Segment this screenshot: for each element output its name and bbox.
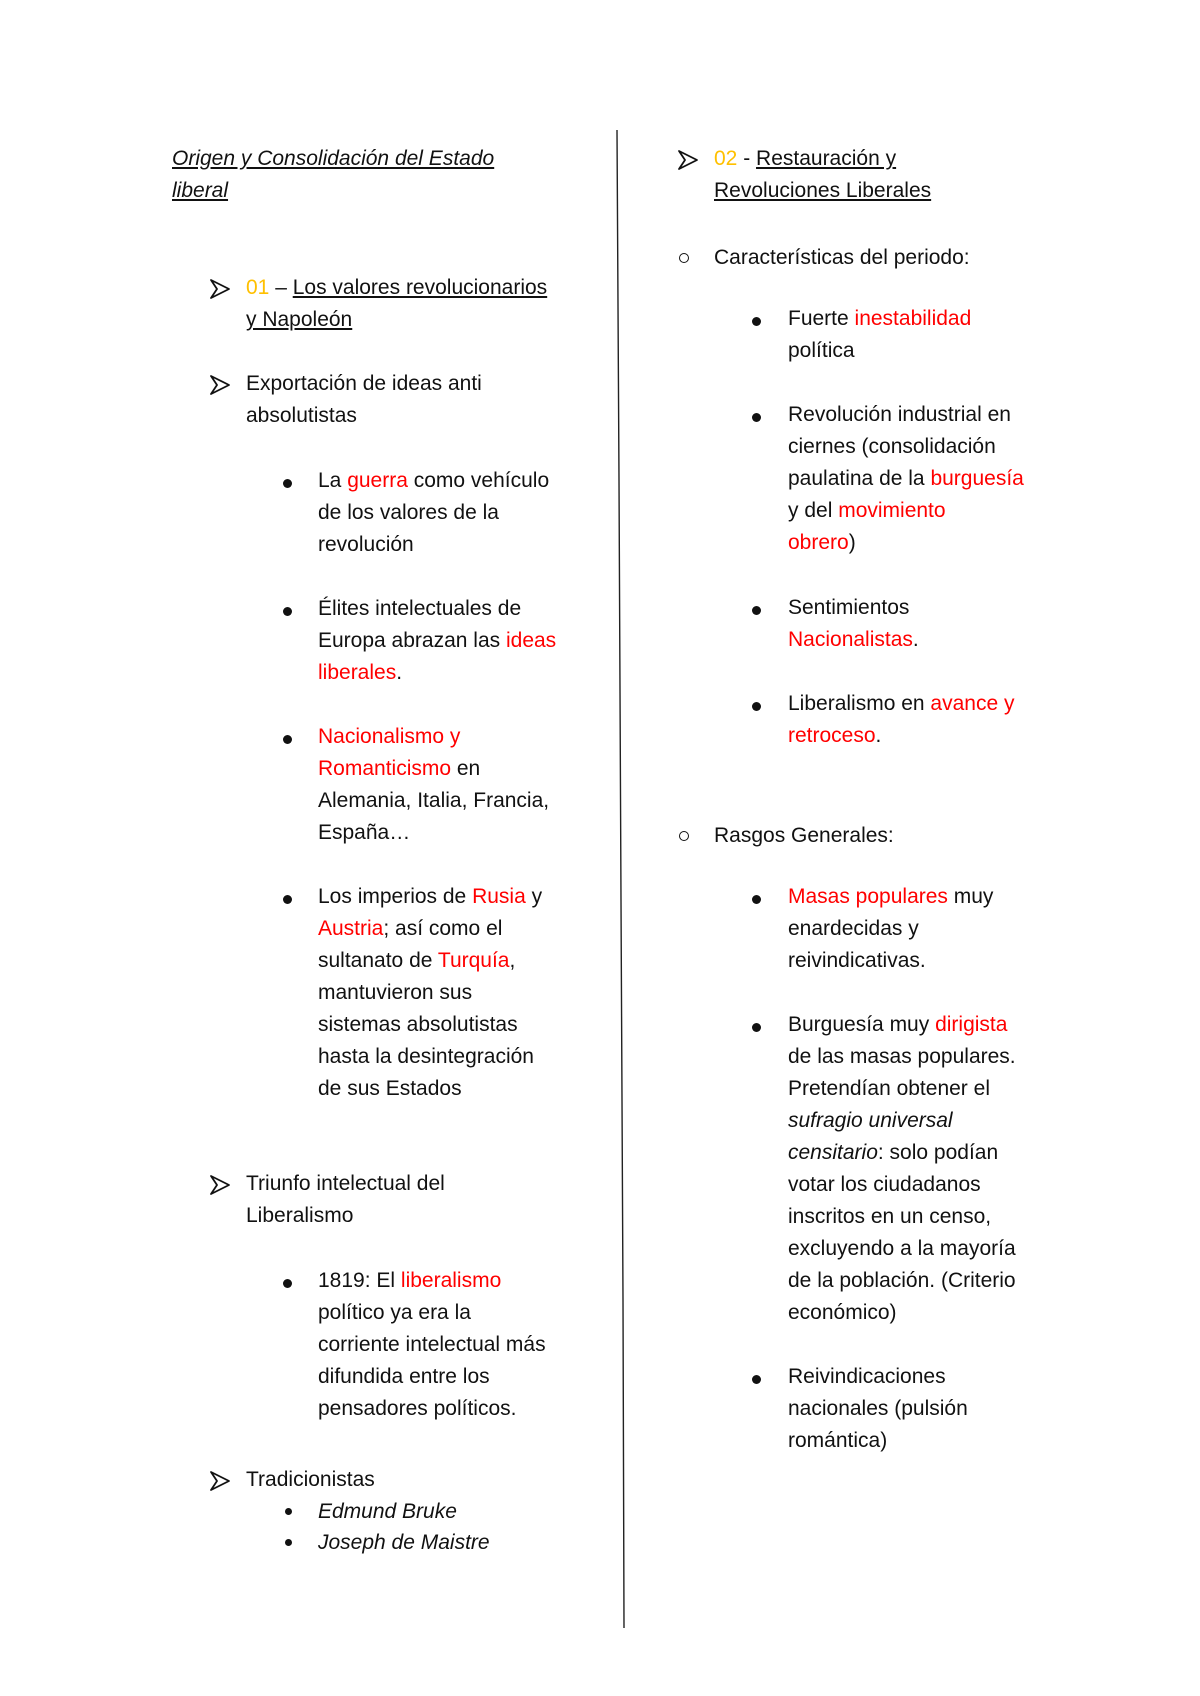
- highlight-term: burguesía: [930, 467, 1024, 490]
- text-run: paulatina de la: [788, 467, 931, 490]
- highlight-term: retroceso: [788, 724, 876, 747]
- text-line: votar los ciudadanos: [788, 1173, 981, 1196]
- arrowhead-bullet-icon: [676, 149, 700, 171]
- highlight-term: Nacionalistas: [788, 628, 913, 651]
- italic-term: censitario: [788, 1141, 878, 1164]
- text-run: ,: [509, 949, 516, 972]
- round-bullet-icon: [752, 1023, 761, 1032]
- round-bullet-icon: [752, 895, 761, 904]
- highlight-term: Turquía: [437, 949, 510, 972]
- highlight-term: liberales: [318, 661, 397, 684]
- text-line: reivindicativas.: [788, 949, 926, 972]
- text-line: revolución: [318, 533, 414, 556]
- text-run: 1819: El: [318, 1269, 401, 1292]
- section-title-part: Revoluciones Liberales: [714, 179, 932, 202]
- text-run: .: [396, 661, 403, 684]
- list-item: [788, 1361, 968, 1457]
- highlight-term: avance y: [930, 692, 1015, 715]
- text-run: y del: [788, 499, 839, 522]
- highlight-term: liberalismo: [400, 1269, 502, 1292]
- list-item: [318, 593, 556, 689]
- text-run: .: [875, 724, 882, 747]
- section-number: 02: [714, 147, 738, 170]
- list-item: [246, 368, 482, 432]
- text-line: de la población. (Criterio: [788, 1269, 1016, 1292]
- arrowhead-bullet-icon: [208, 374, 232, 396]
- round-bullet-icon: [283, 735, 292, 744]
- highlight-term: movimiento: [838, 499, 946, 522]
- text-line: inscritos en un censo,: [788, 1205, 992, 1228]
- round-bullet-icon: [283, 607, 292, 616]
- list-item: [788, 881, 993, 977]
- section-01-heading: [246, 272, 547, 336]
- text-run: en: [451, 757, 481, 780]
- text-run: ): [848, 531, 856, 554]
- text-run: ; así como el: [383, 917, 503, 940]
- text-line: España…: [318, 821, 411, 844]
- list-item: [788, 592, 919, 656]
- list-item: Joseph de Maistre: [318, 1531, 490, 1554]
- text-run: Liberalismo en: [788, 692, 931, 715]
- section-02-heading: [714, 143, 931, 207]
- list-item: [788, 1009, 1016, 1329]
- highlight-term: Masas populares: [788, 885, 948, 908]
- text-line: Exportación de ideas anti: [246, 372, 482, 395]
- text-run: como vehículo: [407, 469, 550, 492]
- highlight-term: ideas: [505, 629, 557, 652]
- italic-term: sufragio universal: [788, 1109, 953, 1132]
- hollow-circle-bullet-icon: [679, 831, 689, 841]
- list-item: [318, 465, 549, 561]
- text-line: política: [788, 339, 855, 362]
- highlight-term: Nacionalismo y: [318, 725, 461, 748]
- text-line: excluyendo a la mayoría: [788, 1237, 1016, 1260]
- arrowhead-bullet-icon: [208, 278, 232, 300]
- text-line: Sentimientos: [788, 596, 910, 619]
- highlight-term: Romanticismo: [318, 757, 452, 780]
- highlight-term: guerra: [347, 469, 408, 492]
- text-line: Reivindicaciones: [788, 1365, 946, 1388]
- text-run: Fuerte: [788, 307, 855, 330]
- text-line: de los valores de la: [318, 501, 499, 524]
- highlight-term: inestabilidad: [854, 307, 972, 330]
- arrowhead-bullet-icon: [208, 1174, 232, 1196]
- round-bullet-icon: [752, 606, 761, 615]
- round-bullet-icon: [752, 317, 761, 326]
- text-line: ciernes (consolidación: [788, 435, 996, 458]
- document-title: [172, 143, 494, 207]
- round-bullet-icon: [283, 895, 292, 904]
- text-run: Europa abrazan las: [318, 629, 506, 652]
- text-line: sistemas absolutistas: [318, 1013, 518, 1036]
- list-item: Edmund Bruke: [318, 1500, 457, 1523]
- text-line: Pretendían obtener el: [788, 1077, 990, 1100]
- text-line: Revolución industrial en: [788, 403, 1011, 426]
- round-bullet-icon: [283, 1279, 292, 1288]
- subheading: Características del periodo:: [714, 246, 970, 269]
- round-bullet-icon: [283, 479, 292, 488]
- text-run: Burguesía muy: [788, 1013, 936, 1036]
- section-dash: –: [269, 276, 293, 299]
- text-line: hasta la desintegración: [318, 1045, 534, 1068]
- highlight-term: dirigista: [935, 1013, 1008, 1036]
- column-divider: [600, 0, 640, 1696]
- round-bullet-icon: [285, 1508, 292, 1515]
- section-title-part: Los valores revolucionarios: [292, 276, 548, 299]
- round-bullet-icon: [752, 702, 761, 711]
- text-line: Alemania, Italia, Francia,: [318, 789, 550, 812]
- text-run: : solo podían: [877, 1141, 999, 1164]
- text-line: mantuvieron sus: [318, 981, 473, 1004]
- list-item: [318, 881, 542, 1105]
- text-line: de sus Estados: [318, 1077, 462, 1100]
- round-bullet-icon: [752, 413, 761, 422]
- round-bullet-icon: [752, 1375, 761, 1384]
- text-line: nacionales (pulsión: [788, 1397, 968, 1420]
- text-run: La: [318, 469, 348, 492]
- text-line: absolutistas: [246, 404, 357, 427]
- text-line: corriente intelectual más: [318, 1333, 546, 1356]
- text-line: de las masas populares.: [788, 1045, 1016, 1068]
- title-line-1: Origen y Consolidación del Estado: [172, 147, 495, 170]
- section-dash: -: [737, 147, 757, 170]
- subheading: Rasgos Generales:: [714, 824, 894, 847]
- arrowhead-bullet-icon: [208, 1470, 232, 1492]
- section-number: 01: [246, 276, 270, 299]
- text-line: pensadores políticos.: [318, 1397, 517, 1420]
- highlight-term: Rusia: [472, 885, 526, 908]
- text-run: .: [912, 628, 919, 651]
- list-item: [788, 399, 1024, 559]
- round-bullet-icon: [285, 1539, 292, 1546]
- list-item: [318, 1265, 546, 1425]
- list-item: [246, 1168, 445, 1232]
- text-line: difundida entre los: [318, 1365, 490, 1388]
- text-line: económico): [788, 1301, 897, 1324]
- text-run: sultanato de: [318, 949, 438, 972]
- text-run: Los imperios de: [318, 885, 473, 908]
- list-item: [788, 303, 971, 367]
- text-line: Liberalismo: [246, 1204, 354, 1227]
- text-run: y: [525, 885, 543, 908]
- section-title-part: y Napoleón: [246, 308, 353, 331]
- text-line: enardecidas y: [788, 917, 919, 940]
- text-line: romántica): [788, 1429, 888, 1452]
- section-title-part: Restauración y: [756, 147, 897, 170]
- hollow-circle-bullet-icon: [679, 253, 689, 263]
- highlight-term: Austria: [318, 917, 384, 940]
- list-item: [788, 688, 1014, 752]
- list-item: [318, 721, 549, 849]
- text-run: muy: [947, 885, 994, 908]
- highlight-term: obrero: [788, 531, 849, 554]
- title-line-2: liberal: [172, 179, 229, 202]
- text-line: político ya era la: [318, 1301, 471, 1324]
- text-line: Triunfo intelectual del: [246, 1172, 445, 1195]
- text-line: Élites intelectuales de: [318, 597, 522, 620]
- list-item: Tradicionistas: [246, 1468, 375, 1491]
